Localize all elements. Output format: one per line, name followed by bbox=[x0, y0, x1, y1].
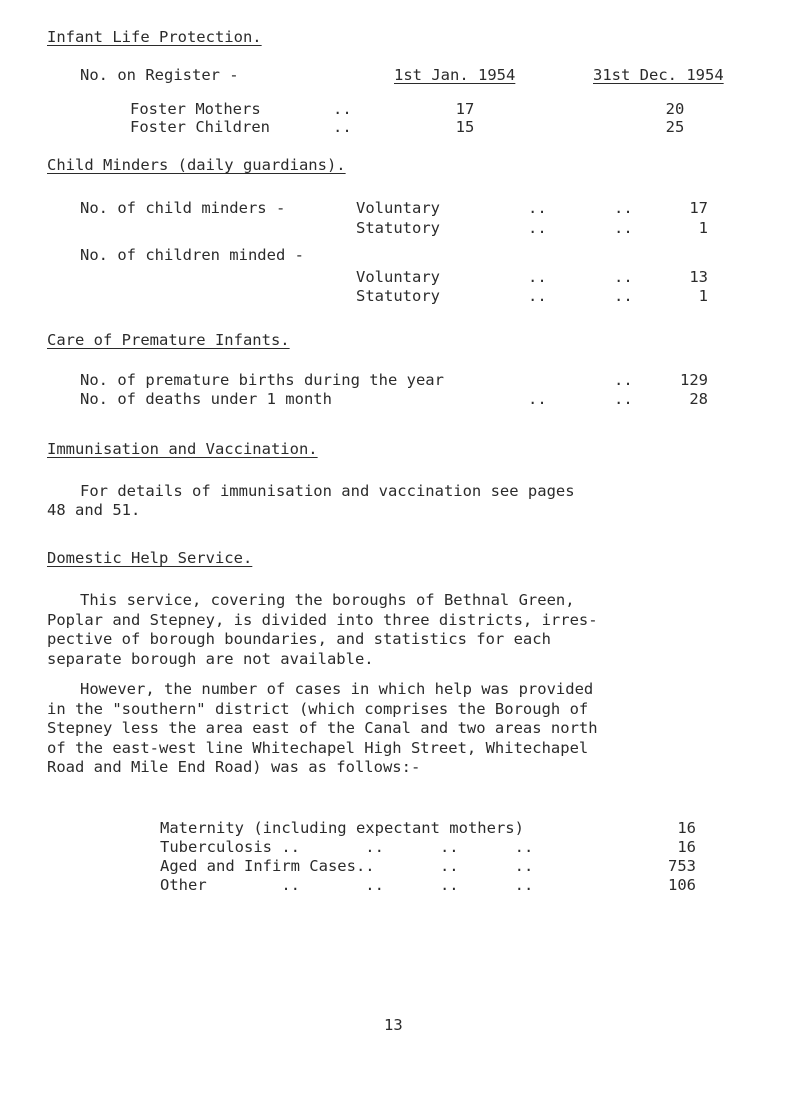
immunisation-text-line: 48 and 51. bbox=[47, 501, 141, 519]
children-minded-label: No. of children minded - bbox=[80, 246, 304, 264]
paragraph-line: Stepney less the area east of the Canal and two areas north bbox=[47, 719, 598, 737]
value: 17 bbox=[689, 199, 708, 217]
row-label: Foster Mothers bbox=[130, 100, 261, 118]
case-value: 16 bbox=[677, 838, 696, 856]
value: 129 bbox=[680, 371, 708, 389]
row-label: No. of deaths under 1 month bbox=[80, 390, 332, 408]
leader-dots: .. bbox=[528, 219, 547, 237]
leader-dots: .. bbox=[528, 199, 547, 217]
column-header-31st-dec: 31st Dec. 1954 bbox=[593, 66, 724, 84]
row-label: Statutory bbox=[356, 219, 440, 237]
value: 13 bbox=[689, 268, 708, 286]
case-label: Other .. .. .. .. bbox=[160, 876, 534, 894]
paragraph-line: Road and Mile End Road) was as follows:- bbox=[47, 758, 421, 776]
case-label: Aged and Infirm Cases.. .. .. bbox=[160, 857, 534, 875]
section-heading-premature-infants: Care of Premature Infants. bbox=[47, 331, 290, 349]
paragraph-line: of the east-west line Whitechapel High Street, Whitechapel bbox=[47, 738, 589, 757]
leader-dots: .. bbox=[333, 118, 352, 136]
row-label: Statutory bbox=[356, 287, 440, 305]
leader-dots: .. bbox=[614, 371, 633, 389]
leader-dots: .. bbox=[528, 287, 547, 305]
value-1st-jan: 15 bbox=[455, 118, 475, 136]
case-value: 16 bbox=[677, 819, 696, 837]
section-heading-domestic-help: Domestic Help Service. bbox=[47, 549, 253, 567]
value: 28 bbox=[689, 390, 708, 408]
paragraph-line: pective of borough boundaries, and statistics for each bbox=[47, 630, 551, 648]
case-label: Tuberculosis .. .. .. .. bbox=[160, 838, 534, 856]
register-label: No. on Register - bbox=[80, 66, 239, 84]
row-label: Voluntary bbox=[356, 199, 440, 217]
leader-dots: .. bbox=[614, 268, 633, 286]
page-number: 13 bbox=[384, 1016, 403, 1034]
section-heading-infant-life-protection: Infant Life Protection. bbox=[47, 28, 262, 46]
case-value: 106 bbox=[668, 876, 696, 894]
column-header-1st-jan: 1st Jan. 1954 bbox=[394, 66, 516, 84]
leader-dots: .. bbox=[333, 100, 352, 118]
leader-dots: .. bbox=[614, 219, 633, 237]
leader-dots: .. bbox=[528, 390, 547, 408]
section-heading-immunisation: Immunisation and Vaccination. bbox=[47, 440, 318, 458]
row-label: Voluntary bbox=[356, 268, 440, 286]
leader-dots: .. bbox=[614, 287, 633, 305]
paragraph-line: This service, covering the boroughs of Bethnal Green, bbox=[80, 591, 575, 609]
leader-dots: .. bbox=[528, 268, 547, 286]
child-minders-label: No. of child minders - bbox=[80, 199, 286, 217]
immunisation-text-line: For details of immunisation and vaccination see pages bbox=[80, 482, 575, 500]
paragraph-line: However, the number of cases in which help was provided bbox=[80, 680, 594, 698]
domestic-help-paragraph-1 bbox=[47, 591, 767, 669]
paragraph-line: separate borough are not available. bbox=[47, 649, 374, 668]
leader-dots: .. bbox=[614, 199, 633, 217]
case-label: Maternity (including expectant mothers) bbox=[160, 819, 524, 837]
section-heading-child-minders: Child Minders (daily guardians). bbox=[47, 156, 346, 174]
value: 1 bbox=[698, 287, 708, 305]
value-31st-dec: 25 bbox=[665, 118, 685, 136]
paragraph-line: Poplar and Stepney, is divided into three districts, irres- bbox=[47, 610, 598, 629]
row-label: Foster Children bbox=[130, 118, 270, 136]
paragraph-line: in the "southern" district (which comprises the Borough of bbox=[47, 699, 589, 718]
leader-dots: .. bbox=[614, 390, 633, 408]
value-31st-dec: 20 bbox=[665, 100, 685, 118]
row-label: No. of premature births during the year bbox=[80, 371, 444, 389]
domestic-help-paragraph-2 bbox=[47, 680, 767, 778]
value: 1 bbox=[698, 219, 708, 237]
case-value: 753 bbox=[668, 857, 696, 875]
value-1st-jan: 17 bbox=[455, 100, 475, 118]
